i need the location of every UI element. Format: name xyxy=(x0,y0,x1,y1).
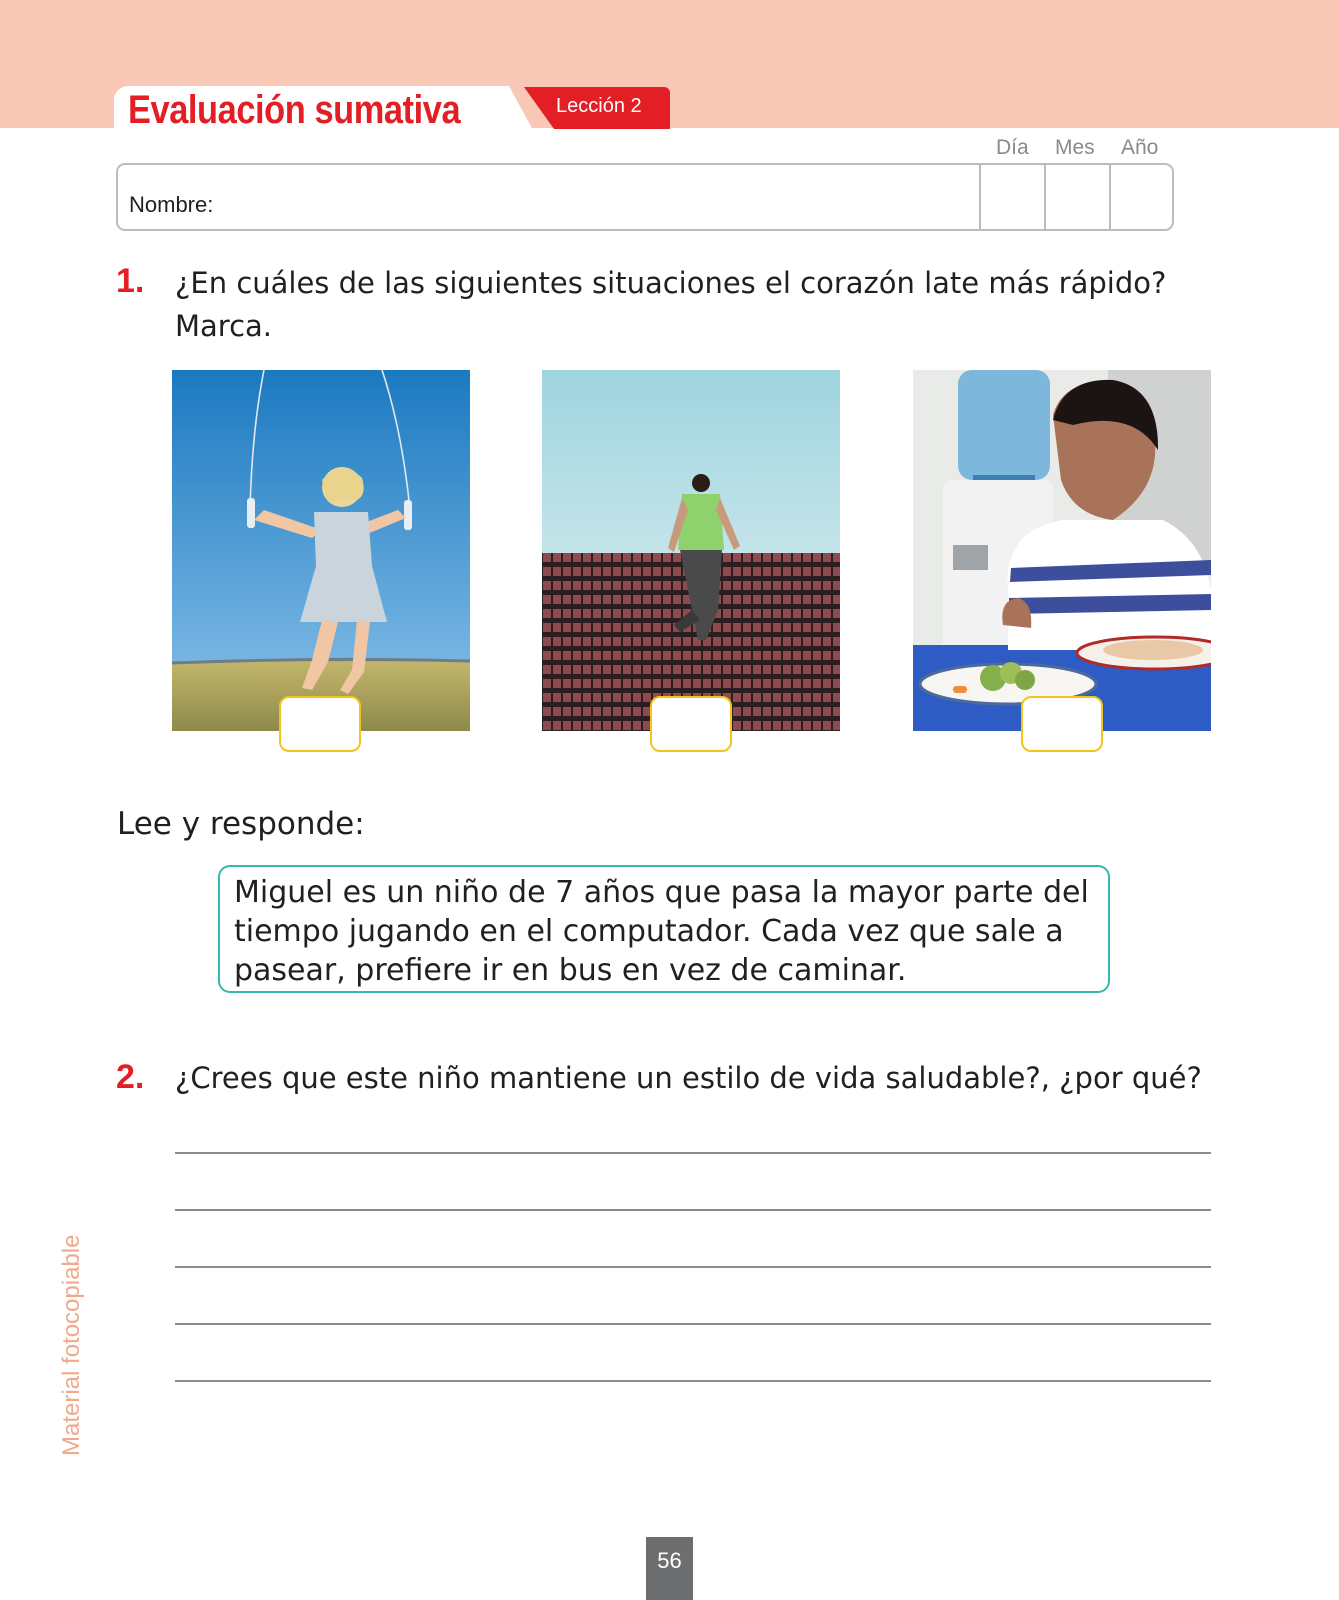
reading-passage xyxy=(218,865,1110,993)
question-1-line-1: ¿En cuáles de las siguientes situaciones el corazón late más rápido? xyxy=(175,266,1167,300)
question-2-text: ¿Crees que este niño mantiene un estilo de vida saludable?, ¿por qué? xyxy=(175,1061,1202,1095)
name-field[interactable] xyxy=(116,163,1174,231)
page-number: 56 xyxy=(657,1548,682,1573)
photo-girl-jumping-rope xyxy=(172,370,470,731)
day-label: Día xyxy=(996,136,1029,159)
read-and-answer-label: Lee y responde: xyxy=(117,806,365,842)
year-field-divider xyxy=(1109,163,1111,231)
photocopiable-note: Material fotocopiable xyxy=(58,1234,85,1456)
photo-boy-climbing-stairs xyxy=(542,370,840,731)
day-field-divider xyxy=(979,163,981,231)
checkbox-option-2[interactable] xyxy=(650,696,732,752)
answer-line[interactable] xyxy=(175,1323,1211,1325)
page-title: Evaluación sumativa xyxy=(128,88,461,132)
question-1-number: 1. xyxy=(116,262,145,300)
checkbox-option-3[interactable] xyxy=(1021,696,1103,752)
reading-line-2: tiempo jugando en el computador. Cada vez que sale a xyxy=(234,914,1064,949)
answer-line[interactable] xyxy=(175,1209,1211,1211)
checkbox-option-1[interactable] xyxy=(279,696,361,752)
answer-line[interactable] xyxy=(175,1152,1211,1154)
photo-boy-eating xyxy=(913,370,1211,731)
lesson-label: Lección 2 xyxy=(556,95,642,117)
answer-line[interactable] xyxy=(175,1380,1211,1382)
reading-line-1: Miguel es un niño de 7 años que pasa la mayor parte del xyxy=(234,875,1089,910)
question-2-number: 2. xyxy=(116,1058,145,1096)
month-field-divider xyxy=(1044,163,1046,231)
answer-line[interactable] xyxy=(175,1266,1211,1268)
year-label: Año xyxy=(1121,136,1159,159)
question-1-line-2: Marca. xyxy=(175,309,273,343)
month-label: Mes xyxy=(1055,136,1095,159)
reading-line-3: pasear, prefiere ir en bus en vez de caminar. xyxy=(234,953,907,988)
name-label: Nombre: xyxy=(129,192,214,217)
